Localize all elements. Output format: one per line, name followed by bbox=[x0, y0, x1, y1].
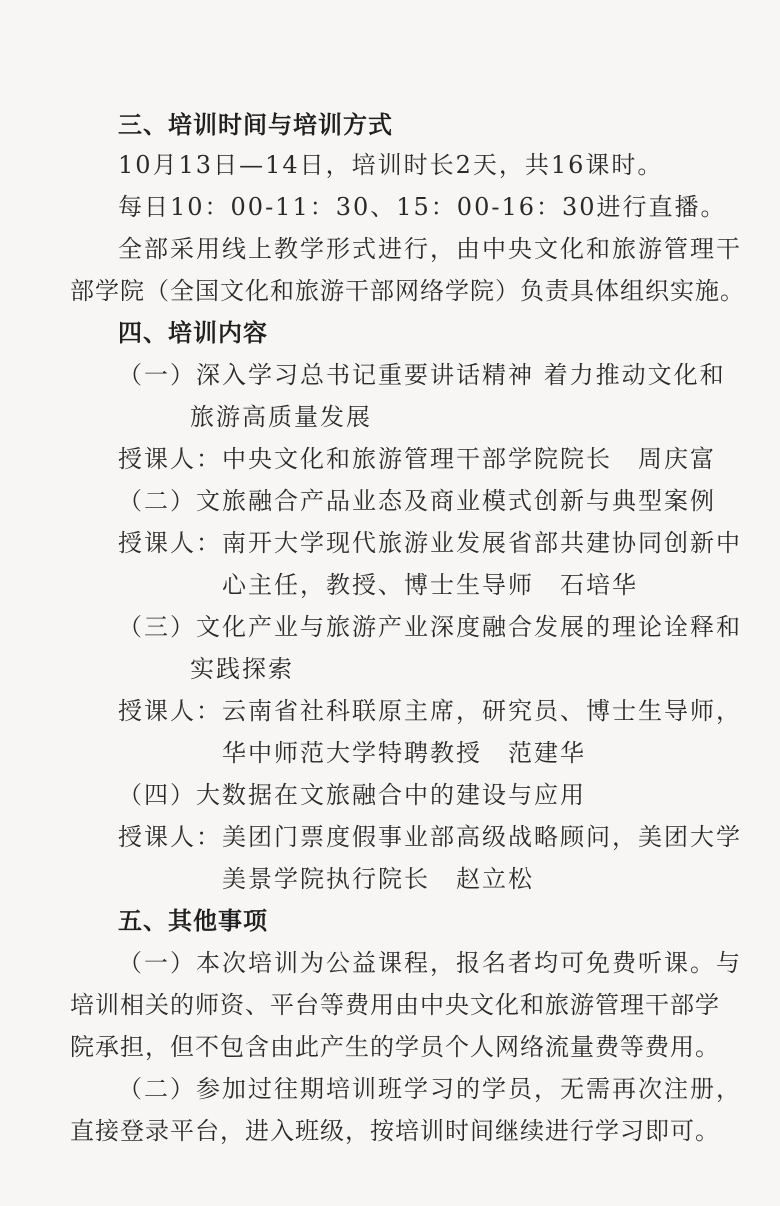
course-1-title-line-1: （一）深入学习总书记重要讲话精神 着力推动文化和 bbox=[118, 361, 726, 389]
section-5-heading: 五、其他事项 bbox=[118, 907, 268, 935]
section-5-item-2-line-2: 直接登录平台，进入班级，按培训时间继续进行学习即可。 bbox=[70, 1117, 720, 1145]
section-3-paragraph-3-line-1: 全部采用线上教学形式进行，由中央文化和旅游管理干 bbox=[118, 235, 742, 263]
course-4-title-line-1: （四）大数据在文旅融合中的建设与应用 bbox=[118, 781, 586, 809]
course-2-teacher-name: 石培华 bbox=[560, 571, 638, 599]
course-1-title-line-2: 旅游高质量发展 bbox=[190, 403, 372, 431]
section-3-heading: 三、培训时间与培训方式 bbox=[118, 111, 393, 139]
course-1-teacher-info: 授课人：中央文化和旅游管理干部学院院长 bbox=[118, 445, 612, 473]
course-3-title-line-2: 实践探索 bbox=[190, 655, 294, 683]
course-1-teacher-name: 周庆富 bbox=[638, 445, 716, 473]
course-4-teacher-name: 赵立松 bbox=[456, 865, 534, 893]
course-3-teacher-line-2 bbox=[222, 738, 586, 768]
section-3-paragraph-1: 10月13日—14日，培训时长2天，共16课时。 bbox=[118, 151, 664, 179]
section-5-item-1-line-2: 培训相关的师资、平台等费用由中央文化和旅游管理干部学 bbox=[70, 991, 720, 1019]
section-3-paragraph-3-line-2: 部学院（全国文化和旅游干部网络学院）负责具体组织实施。 bbox=[70, 277, 745, 305]
course-2-teacher-line-2 bbox=[222, 570, 638, 600]
section-3-paragraph-2: 每日10：00-11：30、15：00-16：30进行直播。 bbox=[118, 193, 727, 221]
course-3-teacher-name: 范建华 bbox=[508, 739, 586, 767]
section-5-item-2-line-1: （二）参加过往期培训班学习的学员，无需再次注册， bbox=[118, 1075, 742, 1103]
course-4-teacher-line-1: 授课人：美团门票度假事业部高级战略顾问，美团大学 bbox=[118, 823, 742, 851]
course-2-title-line-1: （二）文旅融合产品业态及商业模式创新与典型案例 bbox=[118, 487, 716, 515]
section-4-heading: 四、培训内容 bbox=[118, 319, 268, 347]
section-5-item-1-line-3: 院承担，但不包含由此产生的学员个人网络流量费等费用。 bbox=[70, 1033, 720, 1061]
course-2-teacher-info: 心主任，教授、博士生导师 bbox=[222, 571, 534, 599]
course-4-teacher-info: 美景学院执行院长 bbox=[222, 865, 430, 893]
course-4-teacher-line-2 bbox=[222, 864, 534, 894]
course-1-teacher bbox=[118, 444, 716, 474]
course-3-teacher-info: 华中师范大学特聘教授 bbox=[222, 739, 482, 767]
course-3-teacher-line-1: 授课人：云南省社科联原主席，研究员、博士生导师， bbox=[118, 697, 742, 725]
course-2-teacher-line-1: 授课人：南开大学现代旅游业发展省部共建协同创新中 bbox=[118, 529, 742, 557]
course-3-title-line-1: （三）文化产业与旅游产业深度融合发展的理论诠释和 bbox=[118, 613, 742, 641]
section-5-item-1-line-1: （一）本次培训为公益课程，报名者均可免费听课。与 bbox=[118, 949, 742, 977]
